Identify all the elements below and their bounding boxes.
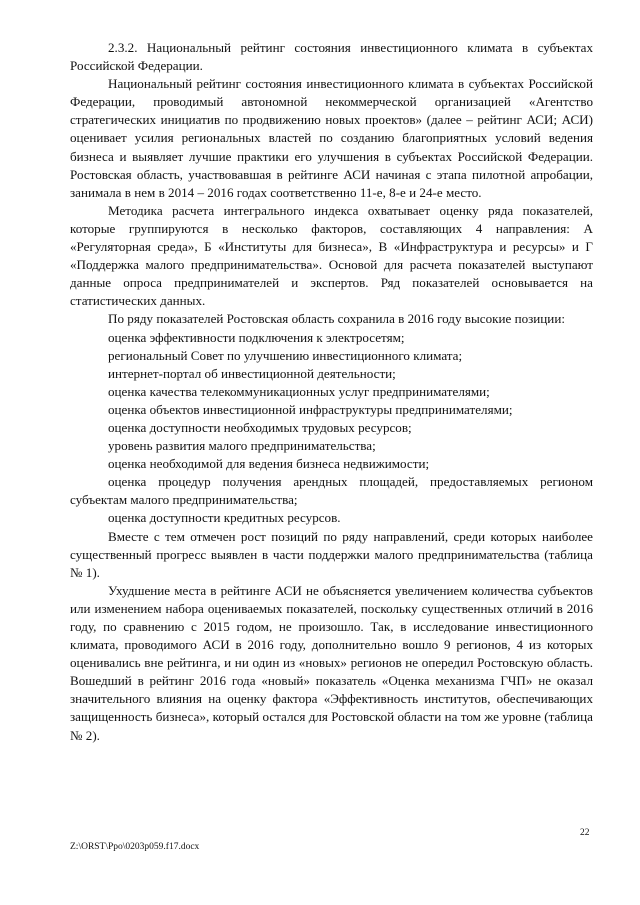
- list-item: уровень развития малого предпринимательства;: [108, 438, 376, 454]
- list-item: оценка доступности необходимых трудовых ресурсов;: [108, 419, 412, 435]
- list-item: оценка процедур получения арендных площадей, предоставляемых регионом субъектам малого предпринимательства;: [70, 474, 593, 508]
- list-item: оценка объектов инвестиционной инфраструктуры предпринимателями;: [108, 401, 513, 417]
- document-body: [70, 39, 593, 745]
- list-item: интернет-портал об инвестиционной деятельности;: [108, 365, 396, 381]
- high-positions-list: [70, 329, 593, 528]
- paragraph-growth: Вместе с тем отмечен рост позиций по ряду направлений, среди которых наиболее существенный прогресс выявлен в части поддержки малого предпринимательства (таблица № 1).: [70, 528, 593, 580]
- paragraph-methodology: Методика расчета интегрального индекса охватывает оценку ряда показателей, которые группируются в несколько факторов, составляющих 4 направления: А «Регуляторная среда», Б «Институты для бизнеса», В «Инфраструктура и ресурсы» и Г «Поддержка малого предпринимательства». Основой для расчета показателей выступают данные опроса предпринимателей и экспертов. Ряд показателей основывается на статистических данных.: [70, 202, 593, 309]
- page-number: 22: [580, 828, 590, 838]
- list-item: оценка качества телекоммуникационных услуг предпринимателями;: [108, 383, 490, 399]
- paragraph-rating-intro: Национальный рейтинг состояния инвестиционного климата в субъектах Российской Федерации, проводимый автономной некоммерческой организацией «Агентство стратегических инициатив по продвижению новых проектов» (далее – рейтинг АСИ; АСИ) оценивает усилия региональных властей по созданию благоприятных условий ведения бизнеса и выявляет лучшие практики его улучшения в субъектах Российской Федерации. Ростовская область, участвовавшая в рейтинге АСИ начиная с этапа пилотной апробации, занимала в нем в 2014 – 2016 годах соответственно 11-е, 8-е и 24-е место.: [70, 76, 593, 200]
- list-item: оценка доступности кредитных ресурсов.: [108, 510, 341, 526]
- list-item: оценка эффективности подключения к электросетям;: [108, 329, 405, 345]
- footer-file-path: Z:\ORST\Ppo\0203p059.f17.docx: [70, 842, 200, 852]
- paragraph-high-positions: По ряду показателей Ростовская область сохранила в 2016 году высокие позиции:: [108, 311, 565, 327]
- paragraph-decline-explanation: Ухудшение места в рейтинге АСИ не объясняется увеличением количества субъектов или изменением набора оцениваемых показателей, поскольку существенных отличий в 2016 году, по сравнению с 2015 годом, не произошло. Так, в исследование инвестиционного климата, проводимого АСИ в 2016 году, дополнительно вошло 9 регионов, 4 из которых оценивались вне рейтинга, и ни один из «новых» регионов не опередил Ростовскую область. Вошедший в рейтинг 2016 года «новый» показатель «Оценка механизма ГЧП» не оказал значительного влияния на оценку фактора «Эффективность институтов, обеспечивающих защищенность бизнеса», который остался для Ростовской области на том же уровне (таблица № 2).: [70, 582, 593, 743]
- list-item: оценка необходимой для ведения бизнеса недвижимости;: [108, 456, 430, 472]
- list-item: региональный Совет по улучшению инвестиционного климата;: [108, 347, 463, 363]
- section-heading: 2.3.2. Национальный рейтинг состояния инвестиционного климата в субъектах Российской Федерации.: [70, 40, 593, 74]
